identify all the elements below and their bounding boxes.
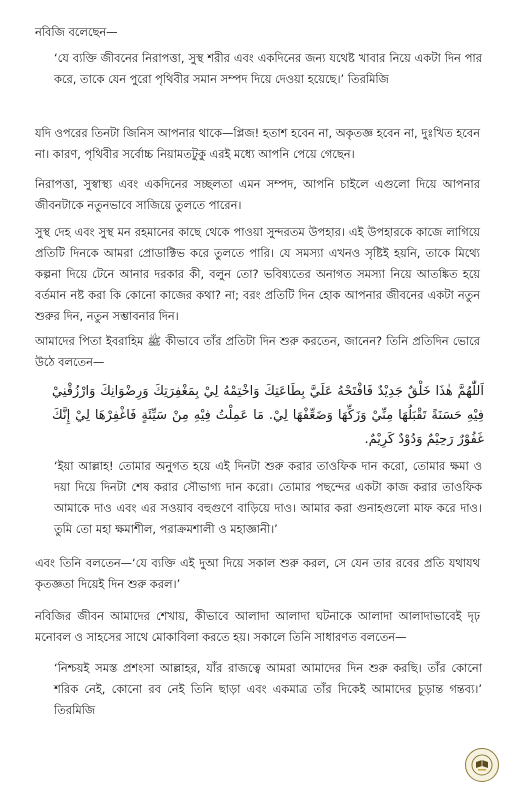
arabic-dua: اَللّٰهُمَّ هٰذَا خَلْقٌ جَدِيْدٌ فَافْتَحْهُ عَلَيَّ بِطَاعَتِكَ وَاخْتِمْهُ لِيْ بِمَغْفِرَتِكَ وَرِضْوَانِكَ وَارْزُقْنِيْ فِيْهِ حَسَنَةً تَقْبَلُهَا مِنِّيْ وَزَكِّهَا وَضَعِّفْهَا لِيْ. مَا عَمِلْتُ فِيْهِ مِنْ سَيِّئَةٍ فَاغْفِرْهَا لِيْ إِنَّكَ غَفُوْرٌ رَحِيْمٌ وَدُوْدٌ كَرِيْمٌ. xyxy=(52,384,484,447)
paragraph-6: এবং তিনি বলতেন—‘যে ব্যক্তি এই দুআ দিয়ে সকাল শুরু করল, সে যেন তার রবের প্রতি যথাযথ কৃতজ্ঞতা দিয়েই দিন শুরু করল।’ xyxy=(35,556,480,591)
dua-translation: ‘ইয়া আল্লাহ! তোমার অনুগত হয়ে এই দিনটা শুরু করার তাওফিক দান করো, তোমার ক্ষমা ও দয়া দিয়ে দিনটা শেষ করার সৌভাগ্য দান করো। তোমার পছন্দের একটা কাজ করার তাওফিক আমাকে দাও এবং এর সওয়াব বহুগুণে বাড়িয়ে দাও। আমার করা গুনাহগুলো মাফ করে দাও। তুমি তো মহা ক্ষমাশীল, পরাক্রমশালী ও মহাজ্ঞানী।’ xyxy=(54,459,482,536)
paragraph-intro: নবিজি বলেছেন— xyxy=(35,25,118,39)
paragraph-2: যদি ওপরের তিনটা জিনিস আপনার থাকে—প্লিজ! হতাশ হবেন না, অকৃতজ্ঞ হবেন না, দুঃখিত হবেন না। কারণ, পৃথিবীর সর্বোচ্চ নিয়ামতটুকু এরই মধ্যে আপনি পেয়ে গেছেন। xyxy=(35,126,480,161)
book-emblem-icon xyxy=(465,748,499,782)
paragraph-4: সুস্থ দেহ এবং সুস্থ মন রহমানের কাছে থেকে পাওয়া সুন্দরতম উপহার। এই উপহারকে কাজে লাগিয়ে প্রতিটি দিনকে আমরা প্রোডাক্টিভ করে তুলতে পারি। যে সমস্যা এখনও সৃষ্টিই হয়নি, তাকে মিথ্যে কল্পনা দিয়ে টেনে আনার দরকার কী, বলুন তো? ভবিষ্যতের অনাগত সমস্যা নিয়ে আতঙ্কিত হয়ে বর্তমান নষ্ট করা কি কোনো কাজের কথা? না; বরং প্রতিটি দিন হোক আপনার জীবনের একটা নতুন শুরুর দিন, নতুন সম্ভাবনার দিন। xyxy=(35,225,480,323)
paragraph-3: নিরাপত্তা, সুস্বাস্থ্য এবং একদিনের সচ্ছলতা এমন সম্পদ, আপনি চাইলে এগুলো দিয়ে আপনার জীবনটাকে নতুনভাবে সাজিয়ে তুলতে পারেন। xyxy=(35,177,480,212)
hadith-quote-2: ‘নিশ্চয়ই সমস্ত প্রশংসা আল্লাহর, যাঁর রাজত্বে আমরা আমাদের দিন শুরু করছি। তাঁর কোনো শরিক নেই, কোনো রব নেই তিনি ছাড়া এবং একমাত্র তাঁর দিকেই আমাদের চূড়ান্ত গন্তব্য।’ তিরমিজি xyxy=(54,661,482,717)
hadith-quote-1: ‘যে ব্যক্তি জীবনের নিরাপত্তা, সুস্থ শরীর এবং একদিনের জন্য যথেষ্ট খাবার নিয়ে একটা দিন পার করে, তাকে যেন পুরো পৃথিবীর সমান সম্পদ দিয়ে দেওয়া হয়েছে।’ তিরমিজি xyxy=(54,51,482,86)
paragraph-5: আমাদের পিতা ইবরাহিম ﷺ কীভাবে তাঁর প্রতিটা দিন শুরু করতেন, জানেন? তিনি প্রতিদিন ভোরে উঠে বলতেন— xyxy=(35,334,480,369)
paragraph-7: নবিজির জীবন আমাদের শেখায়, কীভাবে আলাদা আলাদা ঘটনাকে আলাদা আলাদাভাবেই দৃঢ় মনোবল ও সাহসের সাথে মোকাবিলা করতে হয়। সকালে তিনি সাধারণত বলতেন— xyxy=(35,609,480,644)
